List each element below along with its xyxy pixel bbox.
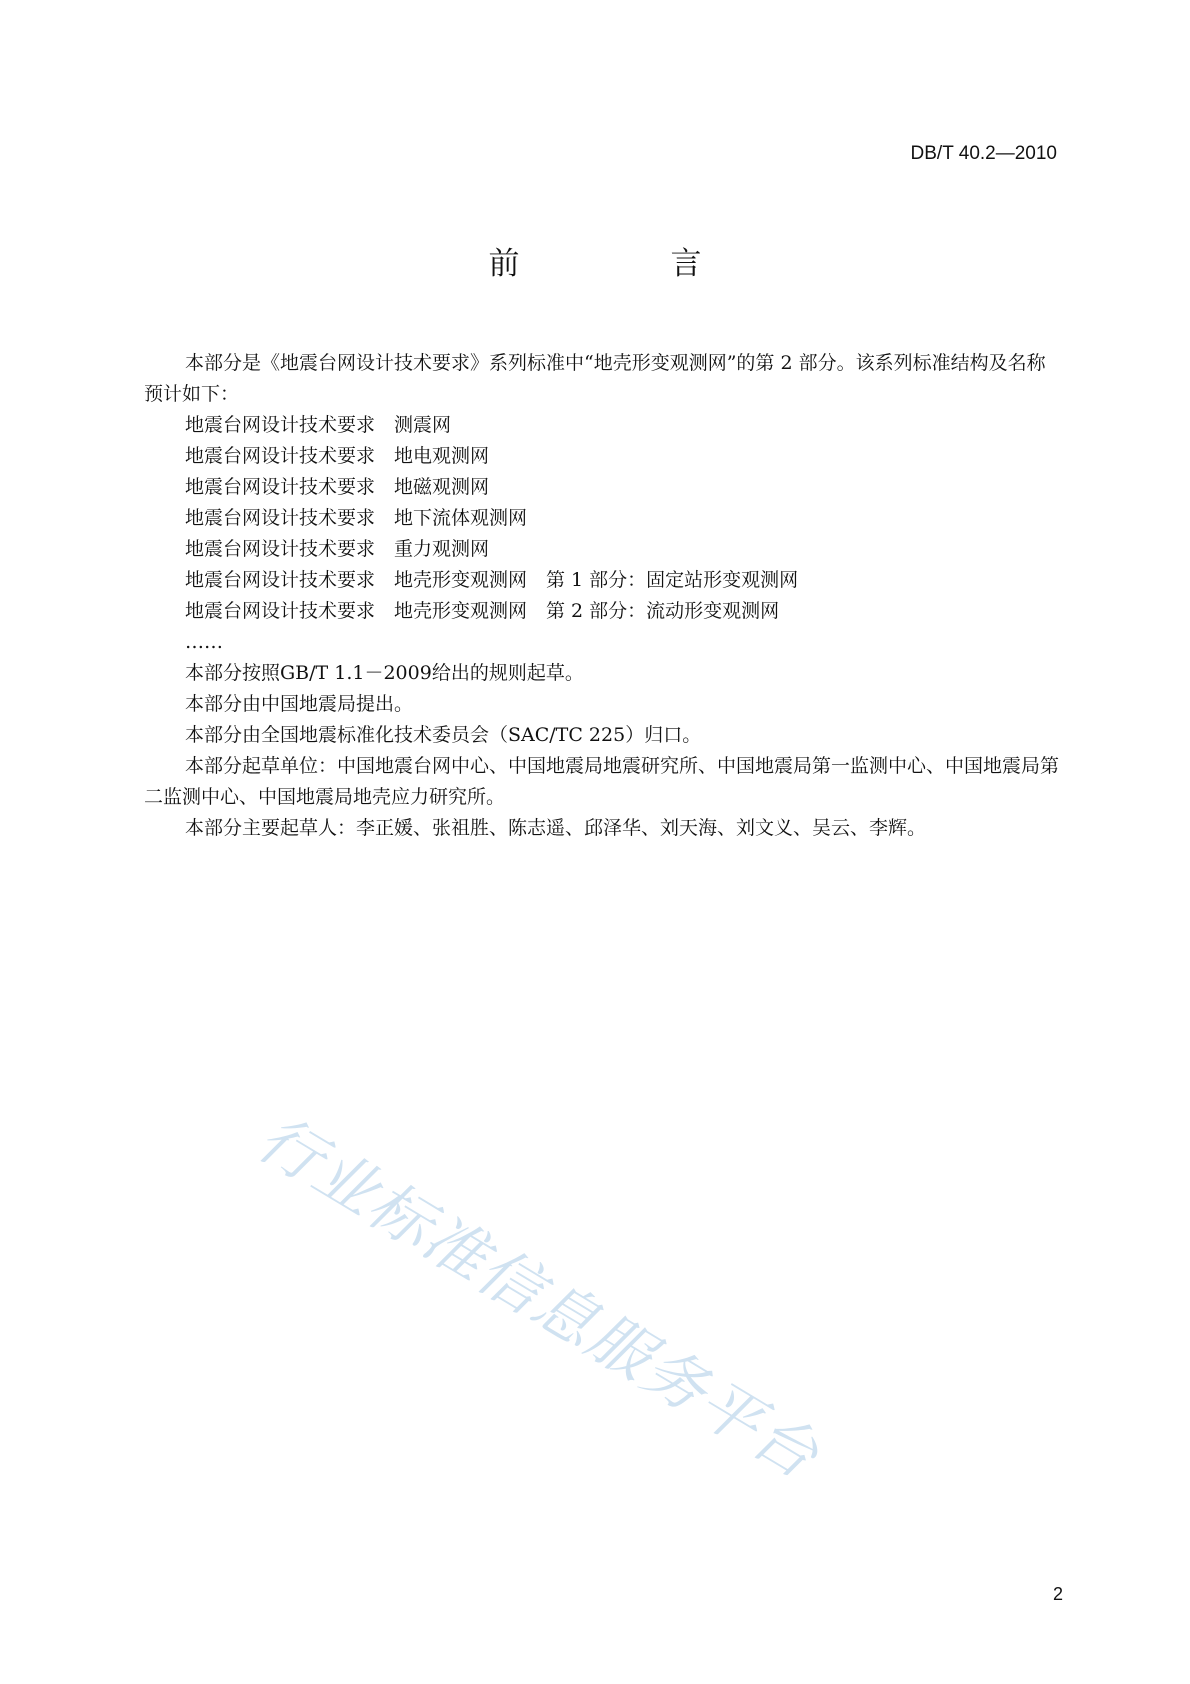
standard-code: DB/T 40.2—2010 [910,143,1057,164]
foreword-body [144,348,1064,844]
series-item: 地震台网设计技术要求 地磁观测网 [185,476,490,498]
page-number: 2 [1052,1584,1063,1604]
series-item: 地震台网设计技术要求 地电观测网 [185,445,490,467]
drafting-rule-paragraph: 本部分按照GB/T 1.1－2009给出的规则起草。 [185,662,584,684]
watermark: 行业标准信息服务平台 [245,1101,832,1494]
drafting-units-paragraph: 本部分起草单位：中国地震台网中心、中国地震局地震研究所、中国地震局第一监测中心、中国地震局第二监测中心、中国地震局地壳应力研究所。 [144,755,1060,808]
series-item: 地震台网设计技术要求 重力观测网 [185,538,490,560]
series-item: 地震台网设计技术要求 测震网 [185,414,452,436]
intro-paragraph: 本部分是《地震台网设计技术要求》系列标准中“地壳形变观测网”的第 2 部分。该系列标准结构及名称预计如下： [144,352,1046,405]
proposed-by-paragraph: 本部分由中国地震局提出。 [185,693,414,715]
series-item: 地震台网设计技术要求 地下流体观测网 [185,507,528,529]
series-item: 地震台网设计技术要求 地壳形变观测网 第 1 部分：固定站形变观测网 [185,569,799,591]
centralized-by-paragraph: 本部分由全国地震标准化技术委员会（SAC/TC 225）归口。 [185,724,702,746]
page-title: 前 言 [488,246,762,282]
series-item: 地震台网设计技术要求 地壳形变观测网 第 2 部分：流动形变观测网 [185,600,780,622]
drafters-paragraph: 本部分主要起草人：李正媛、张祖胜、陈志遥、邱泽华、刘天海、刘文义、吴云、李辉。 [185,817,927,839]
ellipsis: …… [185,631,223,653]
